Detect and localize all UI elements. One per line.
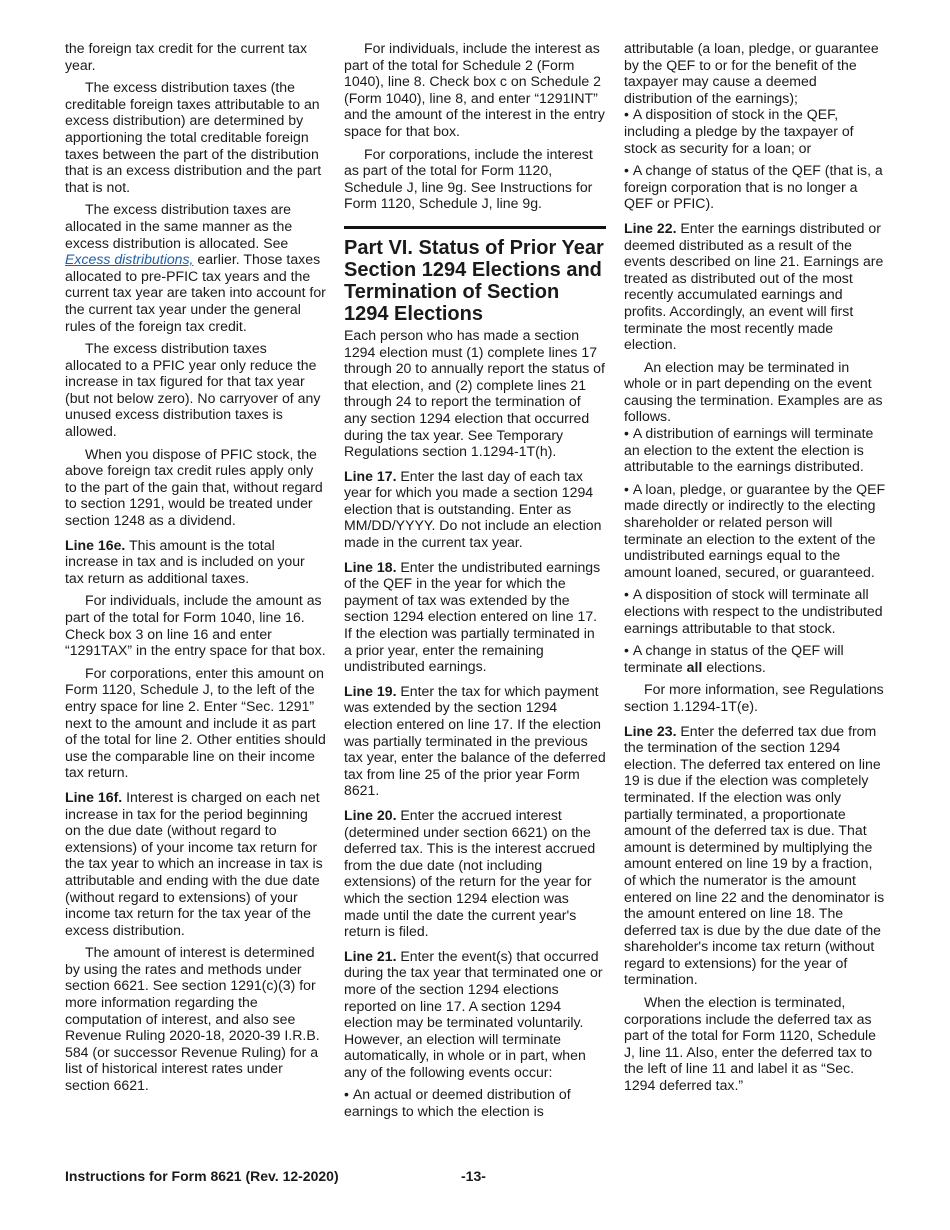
line-label: Line 19. (344, 682, 397, 699)
line-label: Line 18. (344, 558, 397, 575)
line-label: Line 16f. (65, 788, 123, 805)
line-label: Line 20. (344, 806, 397, 823)
line-19-entry (344, 683, 606, 799)
line-text: Interest is charged on each net increase in tax for the period beginning on the due date (without regard to extensions) of your income tax return for the tax year to which an increase in tax is attributable and ending with the due date (without regard to extensions) of your income tax return for the tax year of the excess distribution. (65, 788, 323, 938)
line-text: Enter the last day of each tax year for which you made a section 1294 election that is outstanding. Enter as MM/DD/YYYY. Do not include an election made in the current tax year. (344, 467, 602, 551)
line-text: Enter the accrued interest (determined under section 6621) on the deferred tax. This is the interest accrued from the due date (not including extensions) of the return for the year for which the section 1294 election was made until the date the current year's return is filed. (344, 806, 596, 940)
paragraph: When the election is terminated, corporations include the deferred tax as part of the total for Form 1120, Schedule J, line 11. Also, enter the deferred tax to the left of line 11 and label it as “Sec. 1294 deferred tax.” (624, 994, 877, 1094)
bullet-item: • A disposition of stock in the QEF, including a pledge by the taxpayer of stock as security for a loan; or (624, 106, 886, 156)
paragraph: For corporations, include the interest as part of the total for Form 1120, Schedule J, line 9g. See Instructions for Form 1120, Schedule J, line 9g. (344, 145, 593, 212)
line-label: Line 16e. (65, 536, 126, 553)
line-20-entry (344, 807, 606, 940)
line-text: Enter the undistributed earnings of the QEF in the year for which the payment of tax was extended by the section 1294 election entered on line 17. If the election was partially terminated in a prior year, enter the remaining undistributed earnings. (344, 558, 601, 675)
paragraph: Each person who has made a section 1294 election must (1) complete lines 17 through 20 to annually report the status of that election, and (2) complete lines 21 through 24 to report the termination of any section 1294 election that occurred during the tax year. See Temporary Regulations section 1.1294-1T(h). (344, 326, 605, 460)
bullet-item: • A disposition of stock will terminate all elections with respect to the undistributed earnings attributable to that stock. (624, 586, 886, 636)
section-rule (344, 226, 606, 229)
bullet-item: • A loan, pledge, or guarantee by the QEF made directly or indirectly to the electing shareholder or related person will terminate an election to the extent of the undistributed earnings equal to the amount loaned, secured, or guaranteed. (624, 481, 886, 581)
line-label: Line 22. (624, 219, 677, 236)
emphasis: all (686, 658, 703, 675)
line-16e-entry (65, 537, 327, 587)
line-17-entry (344, 468, 606, 551)
line-label: Line 23. (624, 722, 677, 739)
paragraph: The excess distribution taxes (the creditable foreign taxes attributable to an excess distribution) are determined by apportioning the total creditable foreign taxes between the part of the distribution that is an excess distribution and the part that is not. (65, 79, 322, 195)
line-23-entry (624, 723, 886, 989)
paragraph: the foreign tax credit for the current tax year. (65, 40, 308, 73)
text-run: elections. (702, 658, 766, 675)
line-text: Enter the deferred tax due from the termination of the section 1294 election. The deferred tax entered on line 19 is due if the election was completely terminated. If the election was only partially terminated, a proportionate amount of the deferred tax is due. That amount is determined by multiplying the amount entered on line 19 by a fraction, of which the numerator is the amount entered on line 22 and the denominator is the amount entered on line 18. The deferred tax is due by the due date of the shareholder's income tax return (without regard to extensions) for the year of termination. (624, 722, 885, 988)
line-label: Line 17. (344, 467, 397, 484)
paragraph: For more information, see Regulations section 1.1294-1T(e). (624, 681, 884, 714)
bullet-item: • An actual or deemed distribution of earnings to which the election is (344, 1086, 606, 1119)
column-left (65, 40, 327, 1100)
bullet-item (624, 642, 886, 675)
line-18-entry (344, 559, 606, 675)
paragraph: The amount of interest is determined by using the rates and methods under section 6621. See section 1291(c)(3) for more information regarding the computation of interest, and also see Revenue Ruling 2020-18, 2020-39 I.R.B. 584 (or successor Revenue Ruling) for a list of historical interest rates under section 6621. (65, 944, 320, 1094)
paragraph (65, 201, 327, 334)
column-middle (344, 40, 606, 1126)
paragraph: For individuals, include the interest as part of the total for Schedule 2 (Form 1040), line 8. Check box c on Schedule 2 (Form 1040), line 8, and enter “1291INT” and the amount of the interest in the entry space for that box. (344, 40, 605, 139)
line-text: Enter the tax for which payment was extended by the section 1294 election entered on line 17. If the election was partially terminated in the previous tax year, enter the balance of the deferred tax from line 25 of the prior year Form 8621. (344, 682, 606, 799)
excess-distributions-link[interactable]: Excess distributions, (65, 251, 194, 268)
line-label: Line 21. (344, 947, 397, 964)
paragraph: For corporations, enter this amount on Form 1120, Schedule J, to the left of the entry space for line 2. Enter “Sec. 1291” next to the amount and include it as part of the total for line 2. Other entities should use the comparable line on their income tax return. (65, 664, 326, 781)
column-right (624, 40, 886, 1100)
bullet-item: • A change of status of the QEF (that is, a foreign corporation that is no longer a QEF or PFIC). (624, 162, 886, 212)
part-vi-heading: Part VI. Status of Prior Year Section 1294 Elections and Termination of Section 1294 Elections (344, 236, 604, 325)
line-21-entry (344, 948, 606, 1081)
line-22-entry (624, 220, 886, 353)
paragraph: The excess distribution taxes allocated to a PFIC year only reduce the increase in tax figured for that tax year (but not below zero). No carryover of any unused excess distribution taxes is allowed. (65, 340, 321, 440)
line-16f-entry (65, 789, 327, 938)
paragraph: An election may be terminated in whole or in part depending on the event causing the termination. Examples are as follows. (624, 358, 883, 425)
line-text: This amount is the total increase in tax and is included on your tax return as additional taxes. (65, 536, 305, 586)
bullet-continuation: attributable (a loan, pledge, or guarantee by the QEF to or for the benefit of the taxpayer may cause a deemed distribution of the earnings); (624, 40, 879, 106)
line-text: Enter the earnings distributed or deemed distributed as a result of the events described on line 21. Earnings are treated as distributed out of the most recently accumulated earnings and profits. Accordingly, an event will first terminate the most recently made election. (624, 219, 884, 353)
paragraph: For individuals, include the amount as part of the total for Form 1040, line 16. Check box 3 on line 16 and enter “1291TAX” in the entry space for that box. (65, 592, 326, 659)
paragraph: When you dispose of PFIC stock, the above foreign tax credit rules apply only to the part of the gain that, without regard to section 1291, would be treated under section 1248 as a dividend. (65, 445, 323, 529)
text-run: The excess distribution taxes are allocated in the same manner as the excess distribution is allocated. See (65, 201, 293, 251)
text-run: A change in status of the QEF will terminate (624, 642, 844, 675)
form-title: Instructions for Form 8621 (Rev. 12-2020) (65, 1168, 339, 1184)
page-number: -13- (461, 1168, 486, 1184)
bullet-item: • A distribution of earnings will terminate an election to the extent the election is attributable to the earnings distributed. (624, 425, 886, 475)
text-run: earlier. Those taxes allocated to pre-PFIC tax years and the current tax year are taken into account for the current tax year under the general rules of the foreign tax credit. (65, 251, 326, 334)
line-text: Enter the event(s) that occurred during the tax year that terminated one or more of the section 1294 elections reported on line 17. A section 1294 election may be terminated voluntarily. However, an election will terminate automatically, in whole or in part, when any of the following events occur: (344, 947, 603, 1080)
